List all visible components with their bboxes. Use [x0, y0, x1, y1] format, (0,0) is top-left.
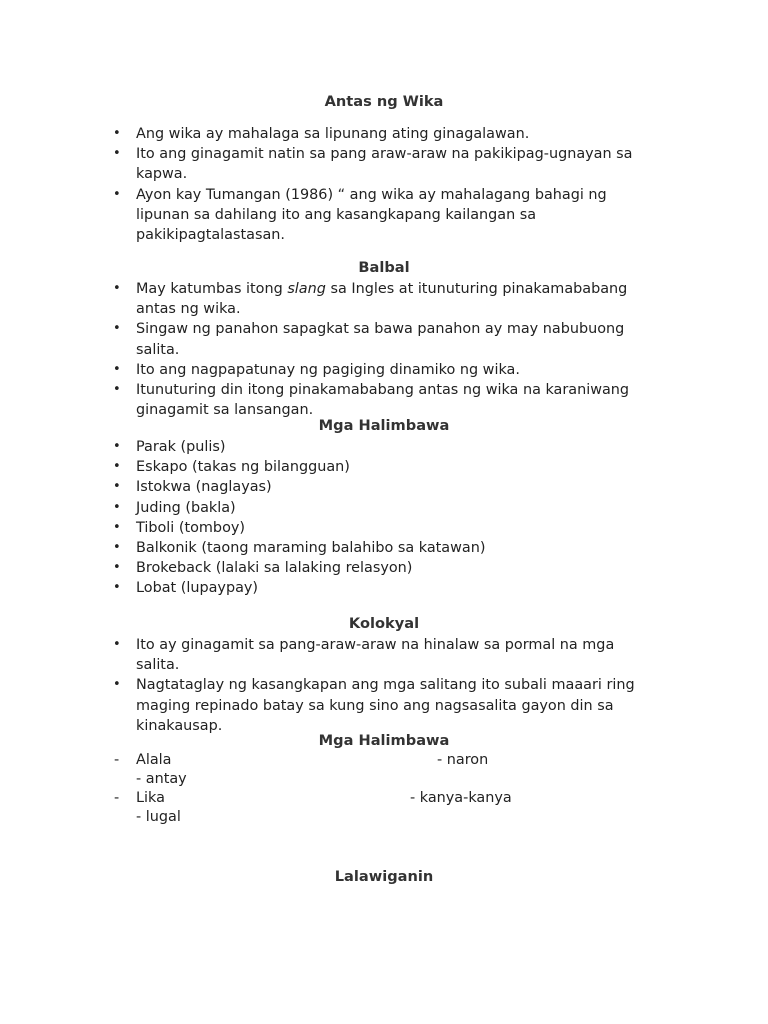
list-item: • Ito ang ginagamit natin sa pang araw-araw na pakikipag-ugnayan sa kapwa. — [113, 146, 633, 183]
list-item: • May katumbas itong slang sa Ingles at itunuturing pinakamababang antas ng wika. — [113, 281, 628, 318]
list-item: • Ito ang nagpapatunay ng pagiging dinamiko ng wika. — [0, 360, 656, 380]
bullet-icon: • — [113, 580, 121, 596]
bullet-icon: • — [113, 126, 121, 141]
list-item: • Parak (pulis) — [0, 437, 656, 457]
bullet-icon: • — [113, 382, 121, 398]
example-word: - naron — [437, 752, 489, 768]
bullet-icon: • — [113, 281, 121, 296]
bullet-icon: • — [113, 146, 121, 162]
list-item: • Nagtataglay ng kasangkapan ang mga salitang ito subali maaari ring maging repinado batay sa kung sino ang nagsasalita gayon din sa kinakausap. — [113, 677, 635, 734]
dash-marker: - — [114, 790, 120, 806]
bullet-icon: • — [113, 321, 121, 337]
bullet-icon: • — [113, 186, 121, 202]
list-item: • Eskapo (takas ng bilangguan) — [0, 457, 656, 477]
intro-list — [0, 124, 768, 245]
bullet-icon: • — [113, 540, 121, 556]
dash-marker: - — [114, 752, 120, 768]
example-word: - antay — [136, 771, 187, 787]
example-word: - kanya-kanya — [410, 790, 512, 806]
list-item: • Ang wika ay mahalaga sa lipunang ating ginagalawan. — [0, 124, 656, 144]
section-heading-balbal: Balbal — [358, 259, 410, 276]
bullet-icon: • — [113, 499, 121, 515]
list-item: • Ayon kay Tumangan (1986) “ ang wika ay mahalagang bahagi ng lipunan sa dahilang ito ang kasangkapang kailangan sa pakikipagtalastasan. — [113, 186, 607, 244]
bullet-icon: • — [113, 560, 121, 576]
example-word: Lika — [136, 790, 165, 806]
kolokyal-list — [0, 635, 768, 736]
balbal-list — [0, 279, 768, 420]
list-item: • Tiboli (tomboy) — [0, 518, 656, 538]
list-item: • Singaw ng panahon sapagkat sa bawa panahon ay may nabubuong salita. — [113, 321, 625, 358]
examples-heading-kolokyal: Mga Halimbawa — [318, 732, 450, 749]
list-item: • Brokeback (lalaki sa lalaking relasyon) — [0, 558, 656, 578]
bullet-icon: • — [113, 519, 121, 535]
list-item: • Juding (bakla) — [0, 498, 656, 518]
kolokyal-example-row — [0, 788, 768, 808]
example-word: Alala — [136, 752, 172, 768]
section-heading-lalawiganin: Lalawiganin — [334, 868, 434, 885]
examples-heading-balbal: Mga Halimbawa — [318, 417, 450, 434]
list-item: • Ito ay ginagamit sa pang-araw-araw na hinalaw sa pormal na mga salita. — [113, 637, 615, 674]
bullet-icon: • — [113, 677, 121, 693]
bullet-icon: • — [113, 361, 121, 377]
bullet-icon: • — [113, 637, 121, 652]
bullet-icon: • — [113, 439, 121, 454]
list-item: • Lobat (lupaypay) — [0, 578, 656, 598]
bullet-icon: • — [113, 479, 121, 495]
example-word: - lugal — [136, 809, 181, 825]
balbal-examples-list — [0, 437, 768, 599]
bullet-icon: • — [113, 459, 121, 475]
page-title: Antas ng Wika — [324, 93, 444, 110]
kolokyal-example-row — [0, 750, 768, 770]
list-item: • Istokwa (naglayas) — [0, 477, 656, 497]
section-heading-kolokyal: Kolokyal — [348, 615, 420, 632]
list-item: • Balkonik (taong maraming balahibo sa katawan) — [0, 538, 656, 558]
list-item: • Itunuturing din itong pinakamababang antas ng wika na karaniwang ginagamit sa lansangan. — [113, 382, 630, 419]
